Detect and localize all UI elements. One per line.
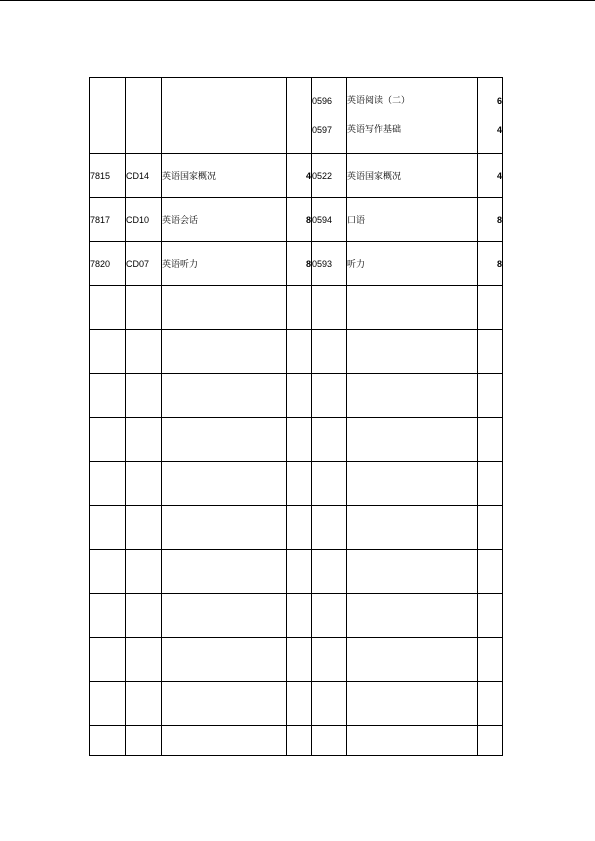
empty-table-cell xyxy=(478,506,503,550)
empty-table-cell xyxy=(90,506,126,550)
empty-table-cell xyxy=(162,506,287,550)
empty-table-cell xyxy=(347,594,478,638)
empty-table-cell xyxy=(162,726,287,756)
empty-table-cell xyxy=(90,550,126,594)
empty-table-cell xyxy=(126,286,162,330)
course-mapping-table xyxy=(89,77,503,756)
old-course-name: 英语国家概况 xyxy=(162,154,287,198)
empty-table-cell xyxy=(162,638,287,682)
empty-table-cell xyxy=(287,594,312,638)
empty-table-cell xyxy=(287,462,312,506)
empty-table-cell xyxy=(162,682,287,726)
empty-table-row xyxy=(90,286,503,330)
empty-table-cell xyxy=(162,330,287,374)
empty-table-cell xyxy=(478,330,503,374)
table-row xyxy=(90,154,503,198)
empty-table-cell xyxy=(126,638,162,682)
empty-table-cell xyxy=(312,726,347,756)
empty-table-cell xyxy=(287,550,312,594)
empty-table-cell xyxy=(312,682,347,726)
empty-table-cell xyxy=(287,682,312,726)
empty-table-cell xyxy=(90,638,126,682)
empty-table-cell xyxy=(347,374,478,418)
table-cell xyxy=(126,78,162,154)
new-course-credit: 4 xyxy=(478,154,503,198)
new-course-code: 0593 xyxy=(312,242,347,286)
empty-table-cell xyxy=(312,550,347,594)
empty-table-cell xyxy=(312,506,347,550)
cd-course-code: CD10 xyxy=(126,198,162,242)
empty-table-cell xyxy=(478,726,503,756)
empty-table-cell xyxy=(162,594,287,638)
new-course-credit: 4 xyxy=(496,125,502,135)
empty-table-cell xyxy=(347,330,478,374)
table-row xyxy=(90,242,503,286)
empty-table-cell xyxy=(90,682,126,726)
empty-table-row xyxy=(90,330,503,374)
table-row xyxy=(90,198,503,242)
empty-table-cell xyxy=(126,506,162,550)
empty-table-cell xyxy=(478,638,503,682)
table-cell xyxy=(90,78,126,154)
empty-table-row xyxy=(90,638,503,682)
empty-table-row xyxy=(90,682,503,726)
new-course-credit: 8 xyxy=(478,198,503,242)
empty-table-cell xyxy=(90,594,126,638)
empty-table-cell xyxy=(478,286,503,330)
empty-table-cell xyxy=(287,286,312,330)
empty-table-cell xyxy=(162,418,287,462)
new-course-name: 英语国家概况 xyxy=(347,154,478,198)
table-cell xyxy=(287,78,312,154)
empty-table-cell xyxy=(90,330,126,374)
new-course-name: 口语 xyxy=(347,198,478,242)
empty-table-row xyxy=(90,506,503,550)
new-course-code: 0522 xyxy=(312,154,347,198)
old-course-name: 英语听力 xyxy=(162,242,287,286)
empty-table-cell xyxy=(90,374,126,418)
table-row xyxy=(90,78,503,154)
new-course-code: 0594 xyxy=(312,198,347,242)
empty-table-cell xyxy=(162,550,287,594)
empty-table-cell xyxy=(312,374,347,418)
empty-table-cell xyxy=(478,550,503,594)
empty-table-cell xyxy=(347,726,478,756)
new-course-name: 英语写作基础 xyxy=(347,125,402,135)
empty-table-cell xyxy=(287,726,312,756)
empty-table-cell xyxy=(478,418,503,462)
empty-table-cell xyxy=(347,286,478,330)
new-code-cell xyxy=(312,78,347,154)
empty-table-cell xyxy=(126,462,162,506)
empty-table-cell xyxy=(478,462,503,506)
empty-table-cell xyxy=(312,418,347,462)
empty-table-cell xyxy=(287,638,312,682)
new-name-cell xyxy=(347,78,478,154)
empty-table-row xyxy=(90,550,503,594)
old-course-credit: 8 xyxy=(287,242,312,286)
empty-table-cell xyxy=(287,506,312,550)
empty-table-cell xyxy=(312,462,347,506)
empty-table-cell xyxy=(126,594,162,638)
new-credit-cell xyxy=(478,78,503,154)
empty-table-cell xyxy=(126,726,162,756)
empty-table-cell xyxy=(478,682,503,726)
empty-table-cell xyxy=(312,330,347,374)
cd-course-code: CD07 xyxy=(126,242,162,286)
old-course-name: 英语会话 xyxy=(162,198,287,242)
empty-table-cell xyxy=(162,286,287,330)
cd-course-code: CD14 xyxy=(126,154,162,198)
new-course-code: 0597 xyxy=(312,125,333,135)
empty-table-row xyxy=(90,374,503,418)
new-course-name: 听力 xyxy=(347,242,478,286)
empty-table-cell xyxy=(126,682,162,726)
empty-table-cell xyxy=(347,506,478,550)
empty-table-cell xyxy=(90,418,126,462)
empty-table-row xyxy=(90,418,503,462)
empty-table-cell xyxy=(126,550,162,594)
old-course-credit: 4 xyxy=(287,154,312,198)
old-course-code: 7815 xyxy=(90,154,126,198)
new-course-name: 英语阅读（二） xyxy=(347,96,411,106)
empty-table-row xyxy=(90,462,503,506)
empty-table-cell xyxy=(312,286,347,330)
new-course-credit: 8 xyxy=(478,242,503,286)
empty-table-cell xyxy=(347,462,478,506)
empty-table-cell xyxy=(126,418,162,462)
empty-table-cell xyxy=(126,374,162,418)
empty-table-cell xyxy=(347,638,478,682)
empty-table-cell xyxy=(347,418,478,462)
new-course-code: 0596 xyxy=(312,96,333,106)
empty-table-row xyxy=(90,726,503,756)
empty-table-cell xyxy=(478,594,503,638)
old-course-code: 7817 xyxy=(90,198,126,242)
empty-table-cell xyxy=(347,682,478,726)
empty-table-row xyxy=(90,594,503,638)
table-cell xyxy=(162,78,287,154)
old-course-code: 7820 xyxy=(90,242,126,286)
empty-table-cell xyxy=(162,374,287,418)
page-top-rule xyxy=(0,0,595,1)
empty-table-cell xyxy=(287,330,312,374)
empty-table-cell xyxy=(126,330,162,374)
empty-table-cell xyxy=(312,638,347,682)
empty-table-cell xyxy=(287,418,312,462)
empty-table-cell xyxy=(162,462,287,506)
empty-table-cell xyxy=(347,550,478,594)
empty-table-cell xyxy=(90,726,126,756)
empty-table-cell xyxy=(90,286,126,330)
empty-table-cell xyxy=(312,594,347,638)
empty-table-cell xyxy=(287,374,312,418)
empty-table-cell xyxy=(90,462,126,506)
old-course-credit: 8 xyxy=(287,198,312,242)
empty-table-cell xyxy=(478,374,503,418)
new-course-credit: 6 xyxy=(496,96,502,106)
